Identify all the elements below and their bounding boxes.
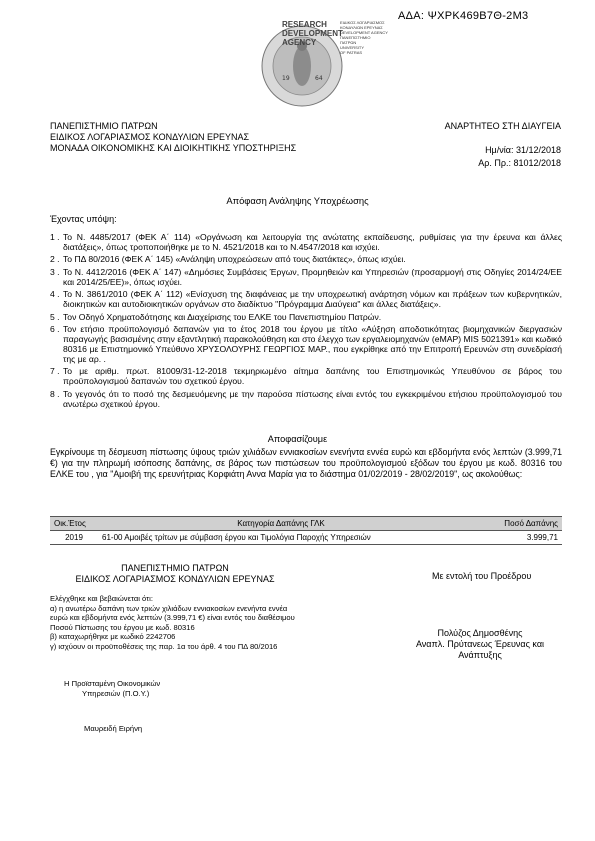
considerations-list: [50, 232, 562, 411]
footer-elke: ΕΙΔΙΚΟΣ ΛΟΓΑΡΙΑΣΜΟΣ ΚΟΝΔΥΛΙΩΝ ΕΡΕΥΝΑΣ: [75, 574, 275, 584]
seal-year-right: 64: [315, 75, 323, 82]
table-row: [50, 531, 562, 545]
list-item: 6 . Τον ετήσιο προϋπολογισμό δαπανών για το έτος 2018 του έργου με τίτλο «Αύξηση αποδοτικότητας βιομηχανικών διεργασιών παραγωγής βασισμένης στην εξαντλητική παρακολούθηση και στο έλεγχο των εργαλειομηχανών (eMAP) MIS 5021391» και κωδικό 80316 με Επιστημονικό Υπεύθυνο ΧΡΥΣΟΛΟΥΡΗΣ ΓΕΩΡΓΙΟΣ ΜΑΡ., που εγκρίθηκε από την Επιτροπή Ερευνών στη συνεδρίασή της με αρ. .: [50, 323, 562, 364]
header-university: ΠΑΝΕΠΙΣΤΗΜΙΟ ΠΑΤΡΩΝ: [50, 121, 158, 131]
document-date: Ημ/νία: 31/12/2018: [485, 145, 561, 155]
list-item: 2 . Το ΠΔ 80/2016 (ΦΕΚ Α΄ 145) «Ανάληψη υποχρεώσεων από τους διατάκτες», όπως ισχύει.: [50, 254, 406, 265]
cell-category: 61-00 Αμοιβές τρίτων με σύμβαση έργου και Τιμολόγια Παροχής Υπηρεσιών: [98, 531, 464, 545]
decision-heading: Αποφασίζουμε: [267, 434, 328, 444]
col-year: Οικ.Έτος: [50, 517, 98, 531]
head-name: Μαυρειδή Ειρήνη: [84, 724, 143, 733]
expense-table: [50, 516, 562, 545]
diavgeia-note: ΑΝΑΡΤΗΤΕΟ ΣΤΗ ΔΙΑΥΓΕΙΑ: [444, 121, 561, 131]
decision-text: Εγκρίνουμε τη δέσμευση πίστωσης ύψους τριών χιλιάδων εννιακοσίων ενενήντα εννέα ευρώ και εβδομήντα ενός λεπτών (3.999,71 €) για την πληρωμή ισόποσης δαπάνης, σε βάρος των πιστώσεων του προϋπολογισμού εξόδων του έργου με κωδ. 80316 του ΕΛΚΕ του , για "Αμοιβή της ερευνήτριας Κορφιάτη Αννα Μαρία για το διάστημα 01/02/2019 - 28/02/2019", ως ακολούθως:: [50, 447, 562, 479]
head-title: Η Προϊσταμένη Οικονομικών: [64, 679, 161, 688]
intro-text: Έχοντας υπόψη:: [50, 214, 117, 224]
list-item: 4 . Το Ν. 3861/2010 (ΦΕΚ Α΄ 112) «Ενίσχυση της διαφάνειας με την υποχρεωτική ανάρτηση νόμων και πράξεων των κυβερνητικών, διοικητικών και αυτοδιοικητικών οργάνων στο διαδίκτυο "Πρόγραμμα Διαύγεια" και άλλες διατάξεις».: [50, 289, 562, 310]
table-header-row: [50, 517, 562, 531]
col-category: Κατηγορία Δαπάνης ΓΛΚ: [98, 517, 464, 531]
signer-name: Πολύζος Δημοσθένης: [437, 628, 523, 638]
signer-title: Αναπλ. Πρύτανεως Έρευνας και: [415, 639, 545, 649]
order-note: Με εντολή του Προέδρου: [432, 571, 532, 581]
cell-year: 2019: [50, 531, 98, 545]
logo-small-text: ΕΙΔΙΚΟΣ ΛΟΓΑΡΙΑΣΜΟΣ ΚΟΝΔΥΛΙΩΝ ΕΡΕΥΝΑΣ DEVELOPMENT AGENCY ΠΑΝΕΠΙΣΤΗΜΙΟ ΠΑΤΡΩΝ UNIVERSITY OF PATRAS: [340, 20, 388, 55]
list-item: 8 . Το γεγονός ότι το ποσό της δεσμευόμενης με την παρούσα πίστωσης είναι εντός του εγκεκριμένου ετήσιου προϋπολογισμού του ανωτέρω σχετικού έργου.: [50, 388, 562, 409]
list-item: 5 . Τον Οδηγό Χρηματοδότησης και Διαχείρισης του ΕΛΚΕ του Πανεπιστημίου Πατρών.: [50, 311, 382, 322]
list-item: 3 . Το Ν. 4412/2016 (ΦΕΚ Α΄ 147) «Δημόσιες Συμβάσεις Έργων, Προμηθειών και Υπηρεσιών (προσαρμογή στις Οδηγίες 2014/24/ΕΕ και 2014/25/ΕΕ)», όπως ισχύει.: [50, 266, 562, 287]
protocol-number: Αρ. Πρ.: 81012/2018: [478, 158, 561, 168]
ada-code: ΑΔΑ: ΨΧΡΚ469Β7Θ-2Μ3: [398, 10, 529, 22]
signer-title-2: Ανάπτυξης: [458, 650, 502, 660]
list-item: 7 . Το με αριθμ. πρωτ. 81009/31-12-2018 τεκμηριωμένο αίτημα δαπάνης του Επιστημονικώς Υπευθύνου σε βάρος του προϋπολογισμού δαπανών του σχετικού έργου.: [50, 366, 562, 387]
head-title-2: Υπηρεσιών (Π.Ο.Υ.): [82, 689, 150, 698]
logo-wordmark: RESEARCH DEVELOPMENT AGENCY: [282, 20, 343, 47]
page-title: Απόφαση Ανάληψης Υποχρέωσης: [226, 195, 369, 206]
verification-block: Ελέγχθηκε και βεβαιώνεται ότι: α) η ανωτέρω δαπάνη των τριών χιλιάδων εννιακοσίων ενενήντα εννέα ευρώ και εβδομήντα ενός λεπτών (3.999,71 €) είναι εντός του διαθέσιμου Ποσού Πίστωσης του έργου με κωδ. 80316 β) καταχωρήθηκε με κωδικό 2242706 γ) ισχύουν οι προϋποθέσεις της παρ. 1α του άρθ. 4 του ΠΔ 80/2016: [50, 594, 295, 651]
cell-amount: 3.999,71: [464, 531, 562, 545]
footer-university: ΠΑΝΕΠΙΣΤΗΜΙΟ ΠΑΤΡΩΝ: [121, 563, 229, 573]
seal-year-left: 19: [282, 75, 290, 82]
header-elke: ΕΙΔΙΚΟΣ ΛΟΓΑΡΙΑΣΜΟΣ ΚΟΝΔΥΛΙΩΝ ΕΡΕΥΝΑΣ: [50, 132, 250, 142]
list-item: 1 . Το Ν. 4485/2017 (ΦΕΚ Α΄ 114) «Οργάνωση και λειτουργία της ανώτατης εκπαίδευσης, ρυθμίσεις για την έρευνα και άλλες διατάξεις», όπως τροποποιήθηκε με το Ν. 4521/2018 και το Ν.4547/2018 και ισχύει.: [50, 232, 562, 252]
col-amount: Ποσό Δαπάνης: [464, 517, 562, 531]
header-unit: ΜΟΝΑΔΑ ΟΙΚΟΝΟΜΙΚΗΣ ΚΑΙ ΔΙΟΙΚΗΤΙΚΗΣ ΥΠΟΣΤΗΡΙΞΗΣ: [50, 143, 297, 153]
